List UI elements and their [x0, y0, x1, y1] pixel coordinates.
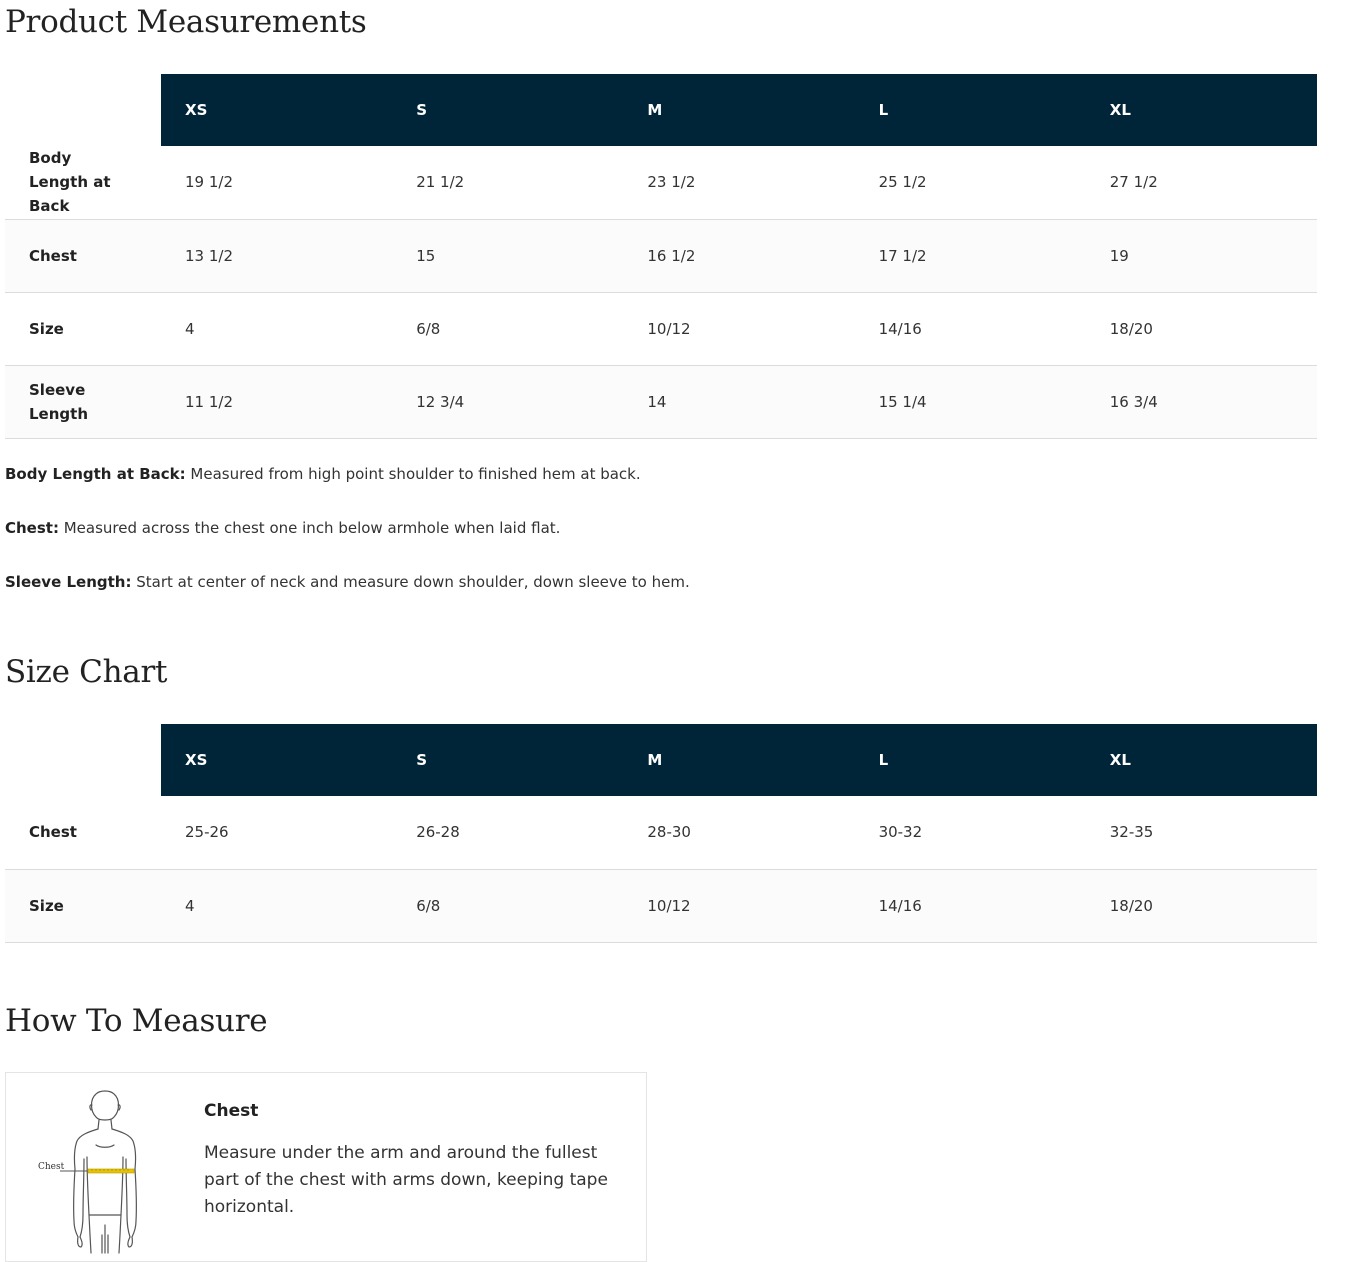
table-cell: 32-35	[1109, 823, 1154, 842]
table-cell: 25-26	[185, 823, 229, 842]
size-chart-title: Size Chart	[5, 654, 168, 690]
table-cell: 18/20	[1109, 319, 1153, 338]
header-size-s: S	[392, 74, 623, 146]
size-chart-table	[5, 724, 1317, 943]
table-cell: 26-28	[416, 823, 460, 842]
table-cell: 15	[416, 246, 436, 265]
note-sleeve-length	[5, 573, 690, 591]
header-size-xl: XL	[1086, 74, 1317, 146]
figure-chest-label: Chest	[38, 1162, 65, 1172]
table-cell: 12 3/4	[416, 392, 465, 411]
row-label: Chest	[29, 246, 77, 265]
table-cell: 6/8	[416, 319, 441, 338]
table-row	[5, 869, 1317, 942]
table-cell: 10/12	[647, 896, 691, 915]
note-text: Measured from high point shoulder to finished hem at back.	[185, 465, 641, 483]
table-row	[5, 146, 1317, 219]
table-header-row	[5, 74, 1317, 146]
table-cell: 25 1/2	[878, 173, 927, 192]
how-to-measure-title: How To Measure	[5, 1003, 268, 1039]
row-label: Sleeve Length	[29, 380, 88, 423]
header-size-m: M	[623, 74, 854, 146]
header-blank-cell	[5, 74, 161, 146]
table-row	[5, 292, 1317, 365]
body-outline-chest-diagram-icon	[30, 1085, 180, 1255]
table-row	[5, 796, 1317, 869]
how-to-measure-card	[5, 1072, 647, 1262]
table-cell: 14/16	[878, 896, 922, 915]
table-cell: 21 1/2	[416, 173, 465, 192]
table-cell: 4	[185, 896, 195, 915]
header-size-l: L	[855, 74, 1086, 146]
row-label: Chest	[29, 823, 77, 842]
table-cell: 16 1/2	[647, 246, 696, 265]
note-term: Sleeve Length:	[5, 573, 132, 591]
header-size-xl: XL	[1086, 724, 1317, 796]
row-label: Size	[29, 896, 64, 915]
table-cell: 19	[1109, 246, 1129, 265]
table-cell: 11 1/2	[185, 392, 233, 411]
table-cell: 27 1/2	[1109, 173, 1158, 192]
table-cell: 16 3/4	[1109, 392, 1158, 411]
product-measurements-title: Product Measurements	[5, 4, 367, 40]
table-row	[5, 219, 1317, 292]
table-cell: 23 1/2	[647, 173, 696, 192]
measure-chest-text: Measure under the arm and around the fullest part of the chest with arms down, keeping tape horizontal.	[204, 1143, 608, 1217]
table-cell: 18/20	[1109, 896, 1153, 915]
product-measurements-table	[5, 74, 1317, 439]
header-size-xs: XS	[161, 74, 392, 146]
table-cell: 10/12	[647, 319, 691, 338]
table-cell: 4	[185, 319, 195, 338]
note-body-length	[5, 465, 641, 483]
note-chest	[5, 519, 560, 537]
note-term: Chest:	[5, 519, 59, 537]
table-cell: 6/8	[416, 896, 441, 915]
header-blank-cell	[5, 724, 161, 796]
note-text: Measured across the chest one inch below armhole when laid flat.	[58, 519, 561, 537]
table-cell: 17 1/2	[878, 246, 927, 265]
row-label: Size	[29, 319, 64, 338]
table-cell: 28-30	[647, 823, 691, 842]
table-cell: 19 1/2	[185, 173, 233, 192]
table-cell: 13 1/2	[185, 246, 233, 265]
table-cell: 30-32	[878, 823, 923, 842]
header-size-m: M	[623, 724, 854, 796]
row-label: Body Length at Back	[29, 149, 111, 216]
header-size-s: S	[392, 724, 623, 796]
header-size-l: L	[855, 724, 1086, 796]
header-size-xs: XS	[161, 724, 392, 796]
measure-chest-title: Chest	[204, 1101, 259, 1121]
table-cell: 15 1/4	[878, 392, 927, 411]
table-cell: 14	[647, 392, 667, 411]
table-cell: 14/16	[878, 319, 922, 338]
note-text: Start at center of neck and measure down shoulder, down sleeve to hem.	[131, 573, 690, 591]
table-header-row	[5, 724, 1317, 796]
note-term: Body Length at Back:	[5, 465, 186, 483]
table-row	[5, 365, 1317, 438]
